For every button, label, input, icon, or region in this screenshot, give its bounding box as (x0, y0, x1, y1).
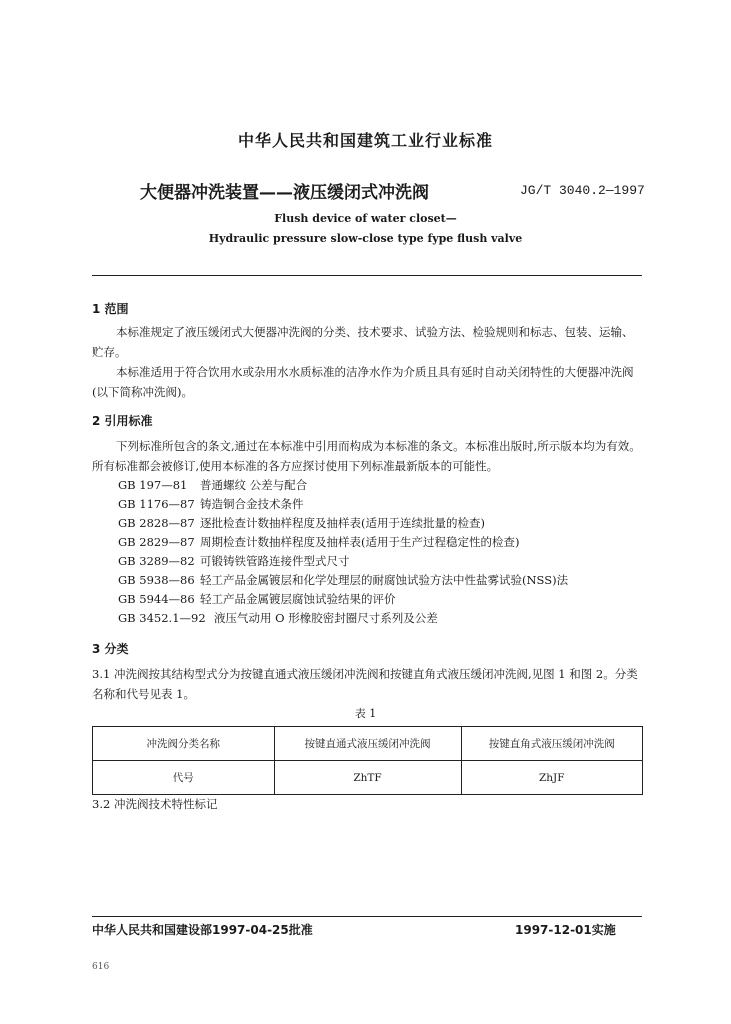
reference-title: 轻工产品金属镀层和化学处理层的耐腐蚀试验方法中性盐雾试验(NSS)法 (200, 573, 569, 587)
reference-title: 铸造铜合金技术条件 (200, 497, 304, 511)
reference-title: 轻工产品金属镀层腐蚀试验结果的评价 (200, 592, 396, 606)
page-number: 616 (92, 962, 110, 972)
table-row (93, 727, 643, 761)
table-cell: ZhTF (274, 761, 461, 795)
section-3-heading: 3 分类 (92, 642, 129, 656)
reference-code: GB 2828—87 (118, 516, 195, 530)
section-1-para-2: 本标准适用于符合饮用水或杂用水水质标准的洁净水作为介质且具有延时自动关闭特性的大便器冲洗阀(以下简称冲洗阀)。 (92, 365, 634, 399)
section-2-intro: 下列标准所包含的条文,通过在本标准中引用而构成为本标准的条文。本标准出版时,所示版本均为有效。所有标准都会被修订,使用本标准的各方应探讨使用下列标准最新版本的可能性。 (92, 439, 641, 473)
reference-title: 周期检查计数抽样程度及抽样表(适用于生产过程稳定性的检查) (200, 535, 520, 549)
reference-code: GB 3289—82 (118, 554, 195, 568)
section-3-2-text: 3.2 冲洗阀技术特性标记 (92, 797, 218, 811)
reference-item (118, 591, 396, 607)
reference-title: 可锻铸铁管路连接件型式尺寸 (200, 554, 350, 568)
header-divider (92, 275, 642, 276)
reference-code: GB 197—81 (118, 478, 188, 492)
table-cell: 按键直角式液压缓闭冲洗阀 (461, 727, 643, 761)
table-cell: 代号 (93, 761, 275, 795)
reference-item (118, 534, 519, 550)
classification-table (92, 726, 643, 795)
standard-number: JG/T 3040.2—1997 (520, 183, 645, 198)
document-title-en-line1: Flush device of water closet— (274, 212, 457, 225)
table-cell: ZhJF (461, 761, 643, 795)
approval-line: 中华人民共和国建设部1997-04-25批准 (92, 923, 313, 937)
reference-code: GB 2829—87 (118, 535, 195, 549)
table-cell: 按键直通式液压缓闭冲洗阀 (274, 727, 461, 761)
reference-item (118, 477, 307, 493)
reference-title: 普通螺纹 公差与配合 (200, 478, 308, 492)
document-title-cn: 大便器冲洗装置——液压缓闭式冲洗阀 (140, 183, 429, 203)
reference-item (118, 610, 438, 626)
reference-code: GB 5938—86 (118, 573, 195, 587)
table-row (93, 761, 643, 795)
footer-divider (92, 916, 642, 917)
reference-item (118, 496, 304, 512)
reference-code: GB 1176—87 (118, 497, 195, 511)
reference-item (118, 553, 350, 569)
section-3-1-text: 3.1 冲洗阀按其结构型式分为按键直通式液压缓闭冲洗阀和按键直角式液压缓闭冲洗阀,见图 1 和图 2。分类名称和代号见表 1。 (92, 667, 638, 701)
issuing-organization: 中华人民共和国建筑工业行业标准 (237, 131, 493, 150)
reference-title: 逐批检查计数抽样程度及抽样表(适用于连续批量的检查) (200, 516, 485, 530)
reference-item (118, 572, 568, 588)
reference-title: 液压气动用 O 形橡胶密封圈尺寸系列及公差 (214, 611, 438, 625)
reference-code: GB 3452.1—92 (118, 611, 206, 625)
section-1-para-1: 本标准规定了液压缓闭式大便器冲洗阀的分类、技术要求、试验方法、检验规则和标志、包装、运输、贮存。 (92, 325, 634, 359)
section-1-heading: 1 范围 (92, 302, 129, 316)
table-caption: 表 1 (354, 707, 377, 720)
section-2-heading: 2 引用标准 (92, 414, 153, 428)
implementation-date: 1997-12-01实施 (515, 923, 616, 937)
document-title-en-line2: Hydraulic pressure slow-close type fype flush valve (208, 232, 523, 245)
table-cell: 冲洗阀分类名称 (93, 727, 275, 761)
reference-code: GB 5944—86 (118, 592, 195, 606)
reference-item (118, 515, 485, 531)
